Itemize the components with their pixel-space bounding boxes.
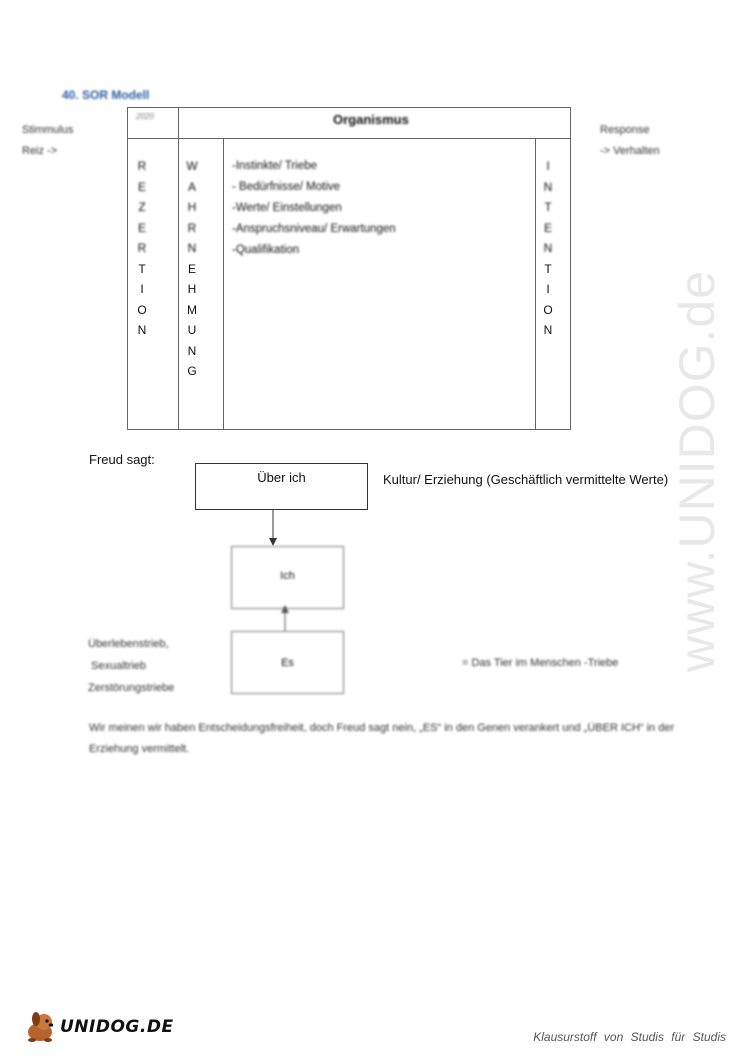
column-letter: O bbox=[543, 302, 553, 317]
stimulus-line-2: Reiz -> bbox=[22, 145, 58, 157]
column-letter: I bbox=[546, 282, 550, 296]
es-box bbox=[231, 631, 344, 694]
organismus-item: - Bedürfnisse/ Motive bbox=[232, 181, 341, 193]
response-line-2: -> Verhalten bbox=[600, 145, 660, 157]
stimulus-label bbox=[22, 120, 73, 162]
column-letter: E bbox=[543, 220, 552, 235]
es-label: Es bbox=[281, 657, 294, 669]
drive-item: Sexualtrieb bbox=[91, 660, 147, 672]
column-letter: W bbox=[186, 159, 198, 173]
logo-text: UNIDOG.DE bbox=[60, 1017, 174, 1037]
ueber-ich-label: Über ich bbox=[257, 470, 306, 485]
conclusion-paragraph: Wir meinen wir haben Entscheidungsfreiheit, doch Freud sagt nein, „ES“ in den Genen verankert und „ÜBER ICH“ in der Erziehung vermittelt. bbox=[89, 722, 675, 755]
column-letter: T bbox=[544, 200, 552, 214]
organismus-item: -Instinkte/ Triebe bbox=[232, 160, 318, 172]
column-letter: G bbox=[187, 364, 197, 378]
arrow-down-icon bbox=[266, 510, 280, 548]
column-letter: R bbox=[137, 159, 147, 173]
freud-label: Freud sagt: bbox=[89, 452, 155, 467]
table-corner-label: 2020 bbox=[136, 112, 154, 121]
column-letter: I bbox=[140, 282, 144, 296]
column-intention bbox=[536, 156, 560, 341]
organismus-item: -Werte/ Einstellungen bbox=[232, 202, 342, 214]
column-letter: O bbox=[137, 302, 147, 317]
ich-box bbox=[231, 546, 344, 609]
kultur-label: Kultur/ Erziehung (Geschäftlich vermittelte Werte) bbox=[383, 472, 669, 487]
table-divider-2 bbox=[223, 138, 224, 429]
column-letter: N bbox=[543, 241, 553, 255]
column-letter: N bbox=[543, 179, 553, 194]
column-letter: Z bbox=[138, 200, 146, 214]
dog-mascot-icon bbox=[22, 1010, 58, 1044]
tier-label: = Das Tier im Menschen -Triebe bbox=[462, 657, 619, 669]
organismus-item: -Qualifikation bbox=[232, 244, 300, 256]
drive-item: Zerstörungstriebe bbox=[88, 682, 175, 694]
table-header-divider bbox=[128, 138, 570, 139]
ich-label: Ich bbox=[280, 570, 295, 582]
column-letter: E bbox=[137, 220, 146, 235]
sor-table bbox=[127, 107, 571, 430]
organismus-title: Organismus bbox=[333, 112, 409, 127]
column-letter: H bbox=[187, 200, 197, 214]
organismus-item: -Anspruchsniveau/ Erwartungen bbox=[232, 223, 396, 235]
footer-tagline: Klausurstoff von Studis für Studis bbox=[533, 1030, 726, 1044]
column-letter: T bbox=[544, 261, 552, 276]
response-line-1: Response bbox=[600, 124, 650, 136]
column-letter: N bbox=[187, 343, 197, 358]
drive-item: Überlebenstrieb, bbox=[88, 638, 169, 650]
table-divider-1 bbox=[178, 108, 179, 429]
column-letter: M bbox=[187, 302, 197, 317]
column-letter: E bbox=[137, 179, 146, 194]
column-letter: R bbox=[187, 220, 197, 235]
drives-list bbox=[88, 633, 174, 699]
column-rezeption bbox=[130, 156, 154, 341]
stimulus-line-1: Stimmulus bbox=[22, 124, 74, 136]
unidog-logo bbox=[22, 1010, 174, 1044]
column-letter: N bbox=[137, 323, 147, 337]
column-letter: R bbox=[137, 241, 147, 255]
watermark: www.UNIDOG.de bbox=[669, 270, 725, 672]
column-letter: N bbox=[187, 241, 197, 255]
column-letter: E bbox=[187, 261, 196, 276]
response-label bbox=[600, 120, 660, 162]
organismus-items bbox=[232, 156, 396, 261]
column-letter: U bbox=[187, 323, 197, 337]
column-letter: N bbox=[543, 323, 553, 337]
column-letter: T bbox=[138, 261, 146, 276]
column-wahrnehmung bbox=[180, 156, 204, 382]
column-letter: I bbox=[546, 159, 550, 173]
column-letter: A bbox=[187, 179, 196, 194]
ueber-ich-box bbox=[195, 463, 368, 510]
arrow-up-icon bbox=[278, 605, 292, 633]
section-heading: 40. SOR Modell bbox=[62, 88, 150, 102]
column-letter: H bbox=[187, 282, 197, 296]
